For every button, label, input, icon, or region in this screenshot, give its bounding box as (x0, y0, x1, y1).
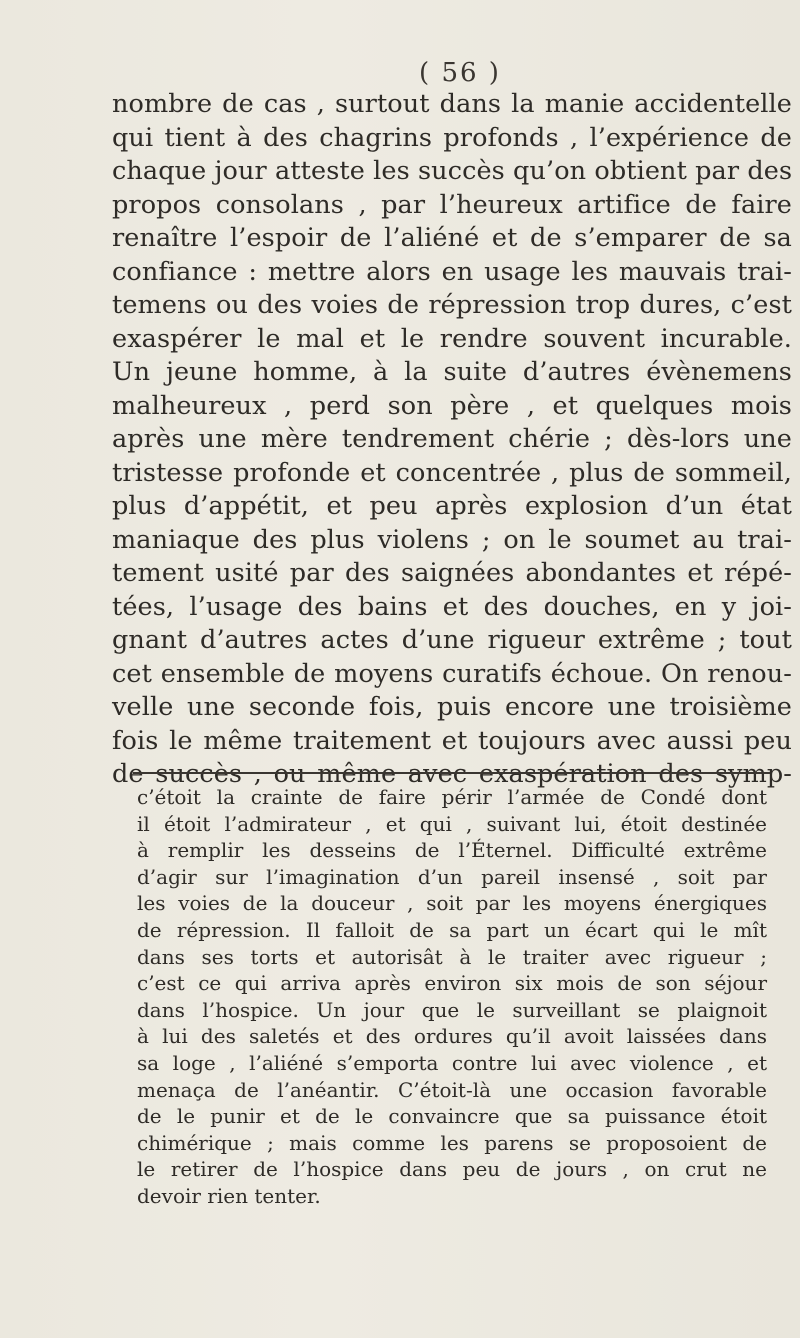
main-text (112, 88, 792, 792)
text-line: de succès , ou même avec exaspération des symp- (112, 759, 792, 789)
text-line: tées, l’usage des bains et des douches, en y joi- (112, 591, 792, 622)
text-line: tement usité par des saignées abondantes et répé- (112, 558, 792, 588)
text-line: nombre de cas , surtout dans la manie accidentelle (112, 89, 792, 119)
text-line: velle une seconde fois, puis encore une troisième (112, 692, 792, 722)
footnote-line: chimérique ; mais comme les parens se proposoient de (137, 1130, 767, 1155)
footnote-line: sa loge , l’aliéné s’emporta contre lui avec violence , et (137, 1050, 767, 1075)
text-line: temens ou des voies de répression trop dures, c’est (112, 290, 792, 320)
footnote-line: de répression. Il falloit de sa part un écart qui le mît (137, 917, 767, 942)
text-line: gnant d’autres actes d’une rigueur extrême ; tout (112, 625, 792, 655)
text-line: après une mère tendrement chérie ; dès-lors une (112, 424, 792, 454)
text-line: cet ensemble de moyens curatifs échoue. On renou- (112, 658, 792, 689)
footnote-line: les voies de la douceur , soit par les moyens énergiques (137, 891, 767, 916)
footnote-line: c’est ce qui arriva après environ six mois de son séjour (137, 971, 767, 996)
text-line: exaspérer le mal et le rendre souvent incurable. (112, 323, 792, 354)
footnote-text (137, 784, 767, 1210)
text-line: maniaque des plus violens ; on le soumet au trai- (112, 524, 792, 555)
text-line: qui tient à des chagrins profonds , l’expérience de (112, 122, 792, 153)
footnote-line: le retirer de l’hospice dans peu de jours , on crut ne (137, 1157, 767, 1182)
text-line: fois le même traitement et toujours avec aussi peu (112, 725, 792, 756)
text-line: chaque jour atteste les succès qu’on obtient par des (112, 156, 793, 186)
footnote-line: de le punir et de le convaincre que sa puissance étoit (137, 1104, 767, 1129)
footnote-separator (133, 772, 770, 774)
text-line: malheureux , perd son père , et quelques mois (112, 390, 792, 421)
footnote-line: à remplir les desseins de l’Éternel. Difficulté extrême (137, 838, 767, 863)
text-line: Un jeune homme, à la suite d’autres évènemens (112, 357, 792, 387)
footnote-line: devoir rien tenter. (137, 1183, 321, 1208)
footnote-line: dans l’hospice. Un jour que le surveillant se plaignoit (137, 997, 767, 1022)
footnote-line: dans ses torts et autorisât à le traiter avec rigueur ; (137, 944, 767, 969)
footnote-line: à lui des saletés et des ordures qu’il avoit laissées dans (137, 1024, 767, 1049)
text-line: propos consolans , par l’heureux artifice de faire (112, 189, 792, 220)
page-number: ( 56 ) (419, 58, 501, 88)
text-line: plus d’appétit, et peu après explosion d’un état (112, 491, 792, 521)
text-line: renaître l’espoir de l’aliéné et de s’emparer de sa (112, 223, 792, 253)
footnote-line: c’étoit la crainte de faire périr l’armée de Condé dont (137, 785, 767, 809)
footnote-line: d’agir sur l’imagination d’un pareil insensé , soit par (137, 864, 767, 889)
text-line: confiance : mettre alors en usage les mauvais trai- (112, 256, 792, 287)
text-line: tristesse profonde et concentrée , plus de sommeil, (112, 457, 792, 488)
footnote-line: menaça de l’anéantir. C’étoit-là une occasion favorable (137, 1077, 767, 1102)
footnote-line: il étoit l’admirateur , et qui , suivant lui, étoit destinée (137, 811, 767, 836)
